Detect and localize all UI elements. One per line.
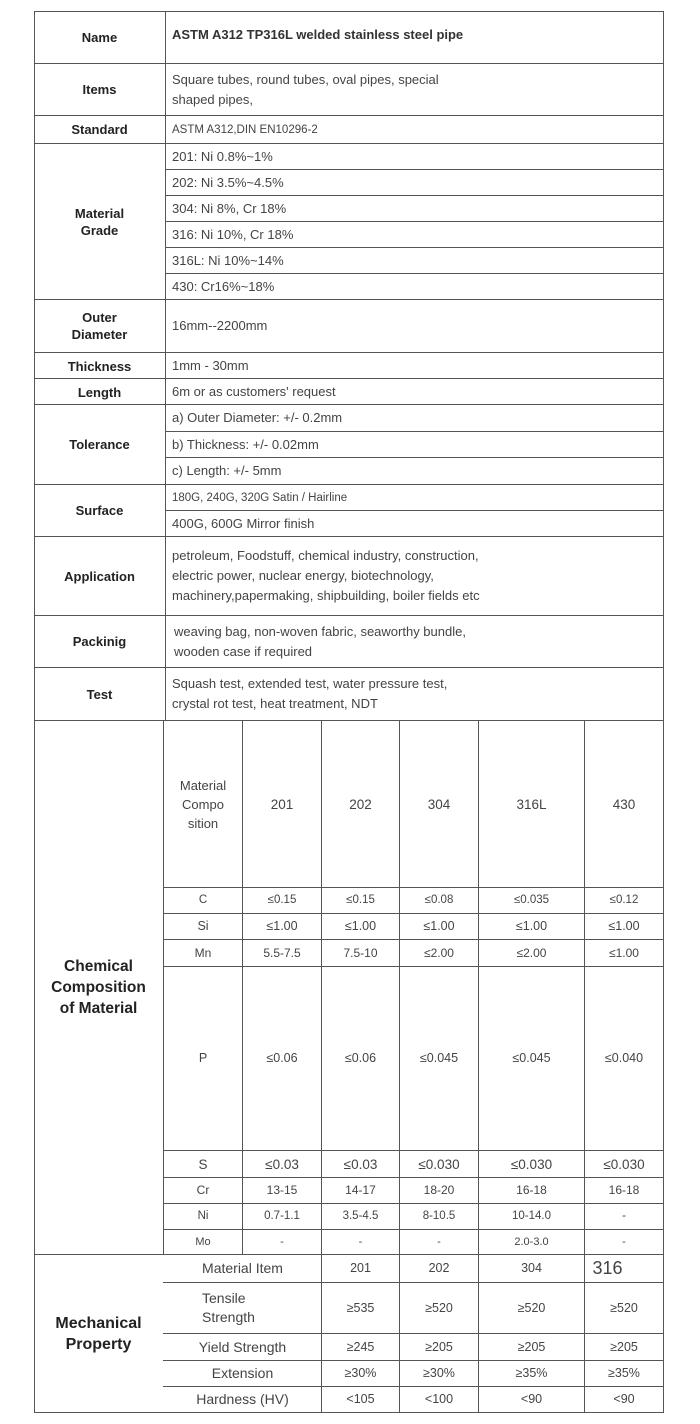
property-value: ≥245 — [346, 1339, 375, 1354]
mechanical-header-cell: 202 — [428, 1261, 450, 1275]
property-value: ≥520 — [425, 1300, 453, 1315]
surface-item: 400G, 600G Mirror finish — [172, 515, 315, 531]
chemical-header-cell: 201 — [270, 796, 294, 812]
items-value: Square tubes, round tubes, oval pipes, special shaped pipes, — [172, 71, 439, 107]
property-value: <90 — [613, 1392, 635, 1406]
chemical-value: 10-14.0 — [511, 1210, 551, 1222]
chemical-value: 3.5-4.5 — [342, 1210, 379, 1222]
property-value: ≥205 — [425, 1339, 453, 1354]
chemical-value: ≤1.00 — [423, 919, 455, 933]
outer-diameter-label: Outer Diameter — [71, 310, 128, 342]
chemical-header-cell: 430 — [612, 796, 636, 812]
property-value: <90 — [520, 1392, 543, 1406]
tolerance-item: b) Thickness: +/- 0.02mm — [172, 436, 319, 452]
chemical-header-cell: 304 — [427, 796, 451, 812]
chemical-value: ≤0.035 — [513, 894, 550, 906]
mechanical-header-cell: Material Item — [202, 1260, 283, 1276]
surface-label: Surface — [75, 503, 124, 518]
test-value: Squash test, extended test, water pressure test, crystal rot test, heat treatment, NDT — [172, 676, 448, 711]
standard-value: ASTM A312,DIN EN10296-2 — [172, 123, 318, 136]
chemical-value: ≤0.15 — [346, 894, 375, 906]
property-value: ≥520 — [610, 1300, 638, 1315]
property-value: ≥30% — [423, 1366, 455, 1380]
chemical-value: ≤2.00 — [516, 945, 547, 960]
property-value: ≥205 — [517, 1339, 546, 1354]
thickness-label: Thickness — [67, 359, 132, 374]
property-value: ≥535 — [346, 1300, 375, 1315]
element-symbol: Mn — [194, 945, 212, 960]
label-divider — [165, 11, 166, 720]
material-grade-item: 304: Ni 8%, Cr 18% — [172, 200, 287, 216]
element-symbol: C — [198, 894, 208, 906]
chemical-value: ≤0.06 — [266, 1051, 298, 1065]
chemical-value: ≤0.12 — [609, 894, 639, 906]
chemical-value: ≤0.045 — [419, 1051, 459, 1065]
element-symbol: Mo — [195, 1235, 211, 1248]
property-value: ≥35% — [608, 1366, 640, 1380]
chemical-value: - — [622, 1235, 626, 1248]
property-name: Hardness (HV) — [196, 1391, 289, 1407]
chemical-value: - — [280, 1235, 284, 1248]
chemical-value: ≤0.06 — [344, 1051, 377, 1065]
tolerance-label: Tolerance — [69, 437, 130, 452]
chemical-value: 7.5-10 — [343, 945, 378, 960]
property-value: ≥35% — [515, 1366, 548, 1380]
chemical-value: 16-18 — [516, 1183, 547, 1197]
chemical-header-cell: 202 — [349, 796, 372, 812]
tolerance-item: c) Length: +/- 5mm — [172, 463, 282, 478]
chemical-value: 8-10.5 — [422, 1210, 456, 1222]
surface-item: 180G, 240G, 320G Satin / Hairline — [172, 491, 348, 504]
chemical-value: ≤1.00 — [515, 919, 548, 933]
chemical-value: ≤2.00 — [424, 945, 454, 960]
chemical-value: 18-20 — [423, 1183, 455, 1197]
chemical-value: - — [358, 1235, 363, 1248]
chemical-header-cell: Material Compo sition — [179, 777, 227, 831]
mechanical-property-label: Mechanical Property — [55, 1314, 142, 1353]
chemical-value: ≤0.040 — [604, 1051, 644, 1065]
chemical-composition-label: Chemical Composition of Material — [51, 958, 146, 1017]
chemical-value: 5.5-7.5 — [263, 945, 301, 960]
property-value: ≥520 — [517, 1300, 546, 1315]
material-grade-item: 316: Ni 10%, Cr 18% — [172, 226, 294, 242]
chemical-value: ≤0.030 — [418, 1156, 460, 1172]
element-symbol: S — [198, 1156, 208, 1172]
chemical-value: 14-17 — [345, 1183, 376, 1197]
outer-diameter-value: 16mm--2200mm — [172, 318, 268, 333]
element-symbol: Ni — [197, 1210, 209, 1222]
chemical-value: - — [622, 1210, 626, 1222]
property-value: ≥30% — [344, 1366, 377, 1380]
length-label: Length — [77, 385, 122, 400]
tolerance-item: a) Outer Diameter: +/- 0.2mm — [172, 410, 343, 425]
packing-value: weaving bag, non-woven fabric, seaworthy bundle, wooden case if required — [174, 623, 466, 659]
element-symbol: P — [198, 1051, 208, 1065]
application-value: petroleum, Foodstuff, chemical industry, construction, electric power, nuclear energy, biotechnology, machinery,papermaking, shipbuilding, boiler fields etc — [172, 548, 480, 603]
length-value: 6m or as customers' request — [172, 383, 336, 399]
material-grade-label: Material Grade — [74, 205, 125, 238]
items-label: Items — [82, 82, 117, 97]
property-value: ≥205 — [610, 1339, 638, 1354]
property-value: <100 — [424, 1392, 454, 1406]
property-name: Yield Strength — [198, 1338, 287, 1355]
chemical-value: ≤1.00 — [609, 945, 639, 960]
chemical-value: ≤1.00 — [344, 919, 377, 933]
application-label: Application — [64, 568, 135, 584]
material-grade-item: 316L: Ni 10%~14% — [172, 252, 284, 268]
material-grade-item: 430: Cr16%~18% — [172, 278, 275, 294]
property-name: Extension — [211, 1365, 274, 1381]
thickness-value: 1mm - 30mm — [172, 357, 249, 373]
chemical-value: 13-15 — [266, 1183, 298, 1197]
property-name: Tensile Strength — [202, 1290, 255, 1325]
element-symbol: Cr — [196, 1183, 210, 1197]
material-grade-item: 202: Ni 3.5%~4.5% — [172, 174, 284, 190]
chemical-value: ≤0.045 — [512, 1051, 551, 1065]
property-value: <105 — [346, 1392, 375, 1406]
chemical-value: ≤0.030 — [510, 1156, 553, 1172]
mechanical-header-cell: 201 — [350, 1261, 371, 1275]
chemical-value: ≤0.08 — [424, 894, 454, 906]
element-symbol: Si — [197, 919, 209, 933]
mechanical-header-cell: 304 — [521, 1261, 542, 1275]
packing-label: Packinig — [72, 634, 127, 649]
name-label: Name — [81, 30, 118, 45]
material-grade-item: 201: Ni 0.8%~1% — [172, 148, 273, 164]
chemical-value: ≤0.03 — [265, 1156, 299, 1172]
test-label: Test — [86, 686, 113, 702]
chemical-header-cell: 316L — [516, 796, 547, 812]
chemical-value: ≤0.15 — [267, 894, 297, 906]
chemical-value: ≤0.030 — [603, 1156, 645, 1172]
chemical-value: - — [437, 1235, 441, 1248]
chemical-value: ≤0.03 — [343, 1156, 378, 1172]
chemical-value: 16-18 — [608, 1183, 640, 1197]
chemical-value: 0.7-1.1 — [264, 1210, 300, 1222]
mechanical-header-cell: 316 — [592, 1258, 623, 1278]
chemical-value: ≤1.00 — [608, 919, 640, 933]
standard-label: Standard — [71, 122, 128, 137]
name-value: ASTM A312 TP316L welded stainless steel pipe — [172, 27, 464, 42]
chemical-value: ≤1.00 — [266, 919, 298, 933]
chemical-value: 2.0-3.0 — [514, 1235, 549, 1248]
